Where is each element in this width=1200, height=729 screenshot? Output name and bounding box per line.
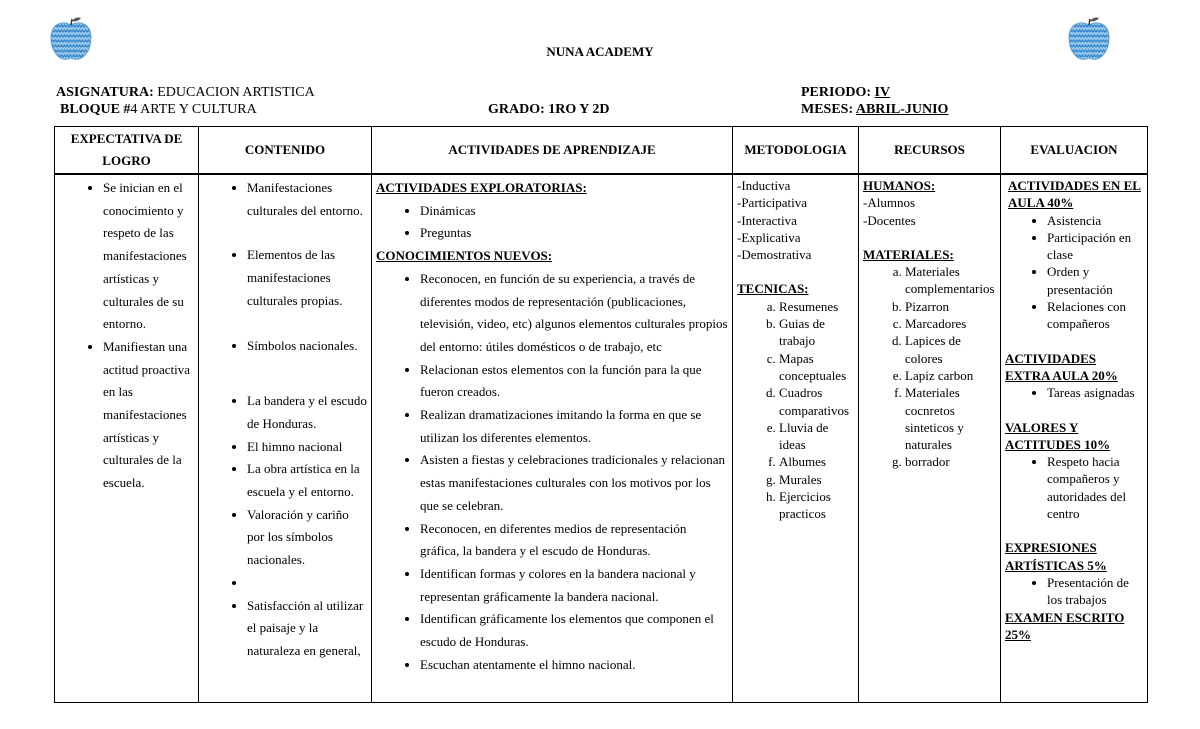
asignatura-label: ASIGNATURA: xyxy=(56,85,154,100)
list-item: d. Cuadros comparativos xyxy=(779,384,854,419)
list-item: e. Lapiz carbon xyxy=(905,367,996,384)
conocimientos-title: CONOCIMIENTOS NUEVOS: xyxy=(376,248,553,264)
list-item: • El himno nacional xyxy=(247,436,367,459)
list-item: • Valoración y cariño por los símbolos nacionales. xyxy=(247,504,367,572)
metodologia-item: -Explicativa xyxy=(737,229,801,245)
list-item: • Relacionan estos elementos con la función para la que fueron creados. xyxy=(420,359,728,404)
list-item: g. Murales xyxy=(779,471,854,488)
list-item xyxy=(247,572,367,595)
list-item: • Dinámicas xyxy=(420,200,728,223)
asignatura-line xyxy=(56,85,315,101)
lesson-plan-table xyxy=(54,126,1148,703)
metodologia-item: -Demostrativa xyxy=(737,247,812,263)
list-item: • Reconocen, en diferentes medios de representación gráfica, la bandera y el escudo de Honduras. xyxy=(420,518,728,563)
list-item: • La obra artística en la escuela y el entorno. xyxy=(247,458,367,503)
exploratorias-list xyxy=(376,200,728,245)
list-item: a. Resumenes xyxy=(779,298,854,315)
list-item: • Identifican gráficamente los elementos que componen el escudo de Honduras. xyxy=(420,608,728,653)
col-header-metodologia: METODOLOGIA xyxy=(733,127,859,175)
tecnicas-list xyxy=(737,298,854,523)
list-item: • Respeto hacia compañeros y autoridades del centro xyxy=(1047,453,1143,522)
list-item: • La bandera y el escudo de Honduras. xyxy=(247,390,367,435)
bloque-value: 4 ARTE Y CULTURA xyxy=(130,102,257,117)
contenido-cell xyxy=(199,174,372,702)
materiales-title: MATERIALES: xyxy=(863,246,954,262)
col-header-evaluacion: EVALUACION xyxy=(1001,127,1148,175)
list-item: • Realizan dramatizaciones imitando la forma en que se utilizan los diferentes elementos. xyxy=(420,404,728,449)
examen-title: EXAMEN ESCRITO 25% xyxy=(1005,609,1125,642)
list-item: f. Albumes xyxy=(779,453,854,470)
humanos-title: HUMANOS: xyxy=(863,178,936,193)
list-item: c. Marcadores xyxy=(905,315,996,332)
list-item: • Símbolos nacionales. xyxy=(247,335,367,358)
list-item: e. Lluvia de ideas xyxy=(779,419,854,454)
expresiones-title: EXPRESIONES ARTÍSTICAS 5% xyxy=(1005,540,1107,573)
list-item: • Tareas asignadas xyxy=(1047,384,1143,401)
list-item: b. Pizarron xyxy=(905,298,996,315)
list-item: c. Mapas conceptuales xyxy=(779,350,854,385)
col-header-expectativa: EXPECTATIVA DE LOGRO xyxy=(55,127,199,175)
list-item: • Satisfacción al utilizar el paisaje y la naturaleza en general, xyxy=(247,595,367,663)
humanos-item: -Alumnos xyxy=(863,195,915,211)
asignatura-value: EDUCACION ARTISTICA xyxy=(153,85,315,100)
valores-list xyxy=(1005,453,1143,522)
table-row xyxy=(55,174,1148,702)
list-item: • Asisten a fiestas y celebraciones tradicionales y relacionan estas manifestaciones culturales con los motivos por los que se celebran. xyxy=(420,449,728,517)
expresiones-list xyxy=(1005,574,1143,609)
periodo-value: IV xyxy=(874,85,891,100)
extra-title: ACTIVIDADES EXTRA AULA 20% xyxy=(1005,350,1118,383)
contenido-list xyxy=(203,177,367,663)
list-item: • Escuchan atentamente el himno nacional. xyxy=(420,654,728,677)
periodo-label: PERIODO: xyxy=(801,85,875,100)
col-header-actividades: ACTIVIDADES DE APRENDIZAJE xyxy=(372,127,733,175)
metodologia-item: -Inductiva xyxy=(737,178,791,193)
table-header-row xyxy=(55,127,1148,175)
expectativas-cell xyxy=(55,174,199,702)
periodo-line xyxy=(801,85,890,101)
meses-value: ABRIL-JUNIO xyxy=(855,102,949,117)
tecnicas-title: TECNICAS: xyxy=(737,281,809,297)
list-item: • Asistencia xyxy=(1047,212,1143,229)
list-item: f. Materiales cocnretos sinteticos y naturales xyxy=(905,384,996,453)
school-name: NUNA ACADEMY xyxy=(546,44,654,59)
list-item: g. borrador xyxy=(905,453,996,470)
col-header-contenido: CONTENIDO xyxy=(199,127,372,175)
bloque-label: BLOQUE # xyxy=(60,102,131,117)
list-item: • Relaciones con compañeros xyxy=(1047,298,1143,333)
list-item: • Preguntas xyxy=(420,222,728,245)
aula-title: ACTIVIDADES EN EL AULA 40% xyxy=(1008,178,1141,211)
grado: GRADO: 1RO Y 2D xyxy=(488,102,610,117)
list-item: • Reconocen, en función de su experiencia, a través de diferentes modos de representación (publicaciones, televisión, video, etc) algunos elementos culturales propios del entorno: útiles domésticos o de trabajo, etc xyxy=(420,268,728,359)
list-item: • Se inician en el conocimiento y respeto de las manifestaciones artísticas y culturales de su entorno. xyxy=(103,177,194,336)
list-item: h. Ejercicios practicos xyxy=(779,488,854,523)
conocimientos-list xyxy=(376,268,728,677)
list-item: • Participación en clase xyxy=(1047,229,1143,264)
list-item: • Manifestaciones culturales del entorno. xyxy=(247,177,367,222)
exploratorias-title: ACTIVIDADES EXPLORATORIAS: xyxy=(376,180,587,195)
evaluacion-cell xyxy=(1001,174,1148,702)
col-header-recursos: RECURSOS xyxy=(859,127,1001,175)
metodologia-item: -Interactiva xyxy=(737,212,797,228)
metodologia-item: -Participativa xyxy=(737,195,808,211)
bloque-line xyxy=(60,102,257,118)
list-item: a. Materiales complementarios xyxy=(905,263,996,298)
list-item: • Presentación de los trabajos xyxy=(1047,574,1143,609)
recursos-cell xyxy=(859,174,1001,702)
extra-list xyxy=(1005,384,1143,401)
metodologia-cell xyxy=(733,174,859,702)
actividades-cell xyxy=(372,174,733,702)
list-item: • Identifican formas y colores en la bandera nacional y representan gráficamente la bandera nacional. xyxy=(420,563,728,608)
list-item: b. Guias de trabajo xyxy=(779,315,854,350)
expectativas-list xyxy=(59,177,194,495)
list-item: d. Lapices de colores xyxy=(905,332,996,367)
list-item: • Elementos de las manifestaciones culturales propias. xyxy=(247,244,367,312)
list-item: • Orden y presentación xyxy=(1047,263,1143,298)
list-item: • Manifiestan una actitud proactiva en las manifestaciones artísticas y culturales de la escuela. xyxy=(103,336,194,495)
meses-label: MESES: xyxy=(801,102,856,117)
humanos-item: -Docentes xyxy=(863,212,916,228)
materiales-list xyxy=(863,263,996,471)
valores-title: VALORES Y ACTITUDES 10% xyxy=(1005,419,1111,452)
meses-line xyxy=(801,102,948,118)
aula-list xyxy=(1005,212,1143,333)
